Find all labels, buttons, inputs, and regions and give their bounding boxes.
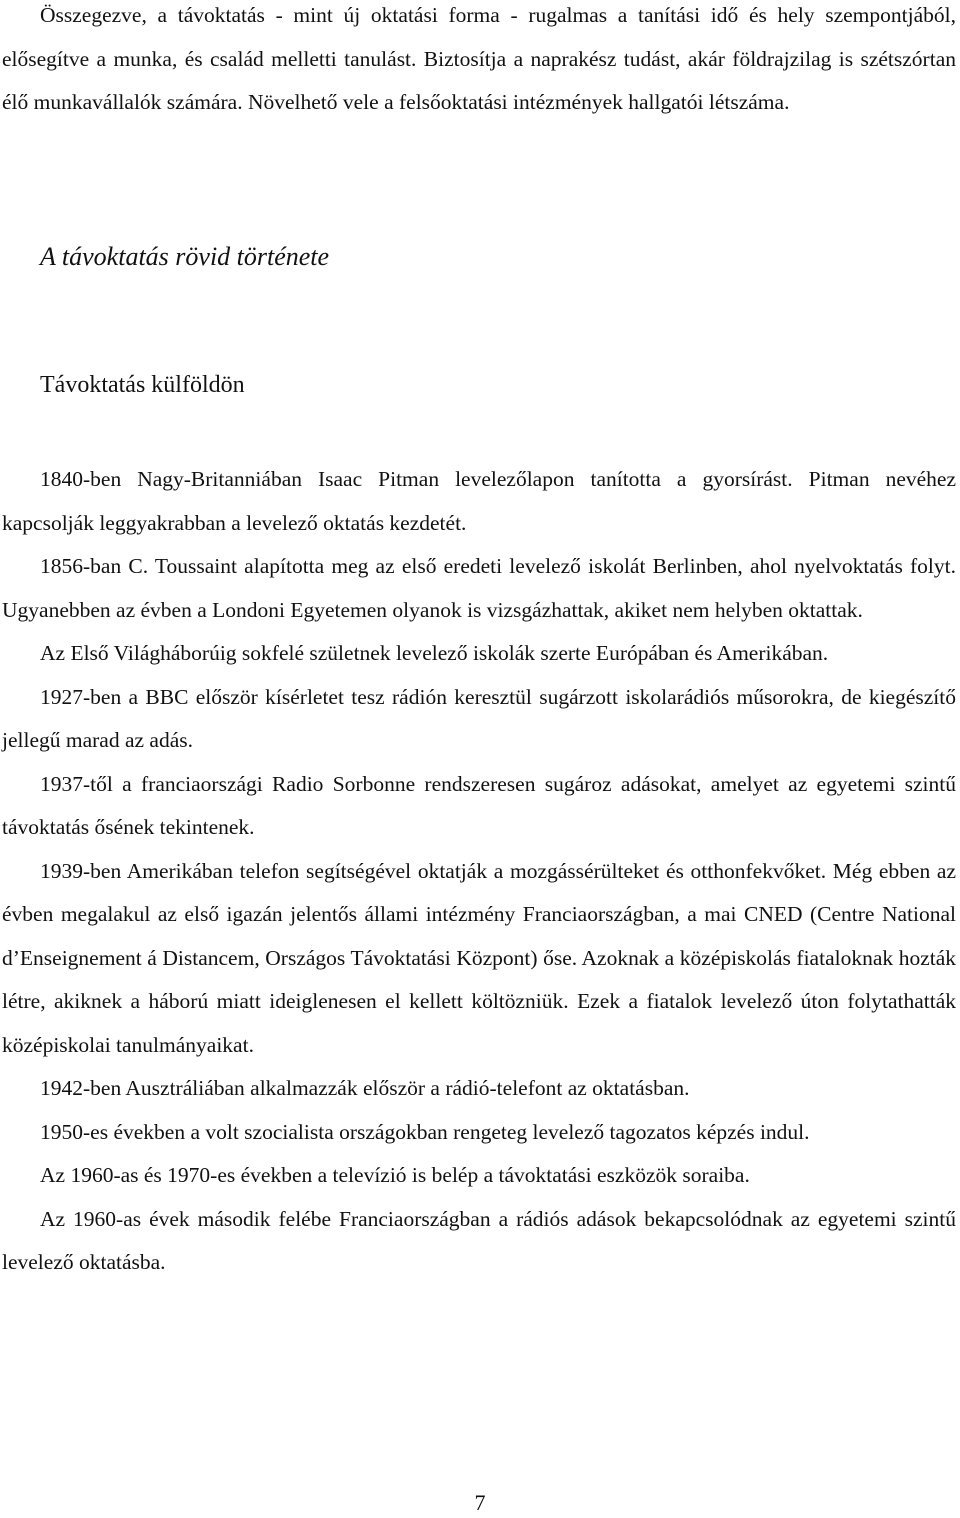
paragraph-1927: 1927-ben a BBC először kísérletet tesz rádión keresztül sugárzott iskolarádiós műsorokra, de kiegészítő jellegű marad az adás. (2, 684, 956, 752)
history-body (2, 458, 956, 1285)
page-number: 7 (474, 1490, 486, 1515)
paragraph-1960-second-half: Az 1960-as évek második felébe Franciaországban a rádiós adások bekapcsolódnak az egyetemi szintű levelező oktatásba. (2, 1206, 956, 1274)
paragraph-1840: 1840-ben Nagy-Britanniában Isaac Pitman levelezőlapon tanította a gyorsírást. Pitman nevéhez kapcsolják leggyakrabban a levelező oktatás kezdetét. (2, 467, 956, 535)
paragraph-ww1: Az Első Világháborúig sokfelé születnek levelező iskolák szerte Európában és Amerikában. (40, 641, 829, 665)
paragraph-1856: 1856-ban C. Toussaint alapította meg az első eredeti levelező iskolát Berlinben, ahol nyelvoktatás folyt. Ugyanebben az évben a Londoni Egyetemen olyanok is vizsgázhattak, akiket nem helyben oktattak. (2, 554, 956, 622)
intro-paragraph: Összegezve, a távoktatás - mint új oktatási forma - rugalmas a tanítási idő és hely szempontjából, elősegítve a munka, és család melletti tanulást. Biztosítja a naprakész tudást, akár földrajzilag is szétszórtan élő munkavállalók számára. Növelhető vele a felsőoktatási intézmények hallgatói létszáma. (2, 3, 956, 114)
paragraph-1950: 1950-es években a volt szocialista országokban rengeteg levelező tagozatos képzés indul. (40, 1119, 810, 1144)
subsection-title: Távoktatás külföldön (40, 372, 245, 398)
paragraph-1942: 1942-ben Ausztráliában alkalmazzák először a rádió-telefont az oktatásban. (40, 1076, 690, 1100)
section-title: A távoktatás rövid története (40, 242, 330, 271)
paragraph-1960-1970: Az 1960-as és 1970-es években a televízió is belép a távoktatási eszközök soraiba. (40, 1163, 750, 1187)
paragraph-1937: 1937-től a franciaországi Radio Sorbonne rendszeresen sugároz adásokat, amelyet az egyetemi szintű távoktatás ősének tekintenek. (2, 771, 956, 839)
paragraph-1939: 1939-ben Amerikában telefon segítségével oktatják a mozgássérülteket és otthonfekvőket. Még ebben az évben megalakul az első igazán jelentős állami intézmény Franciaországban, a mai CNED (Centre National d’Enseignement á Distancem, Országos Távoktatási Központ) őse. Azoknak a középiskolás fiataloknak hozták létre, akiknek a háború miatt ideiglenesen el kellett költözniük. Ezek a fiatalok levelező úton folytathatták középiskolai tanulmányaikat. (2, 858, 956, 1057)
